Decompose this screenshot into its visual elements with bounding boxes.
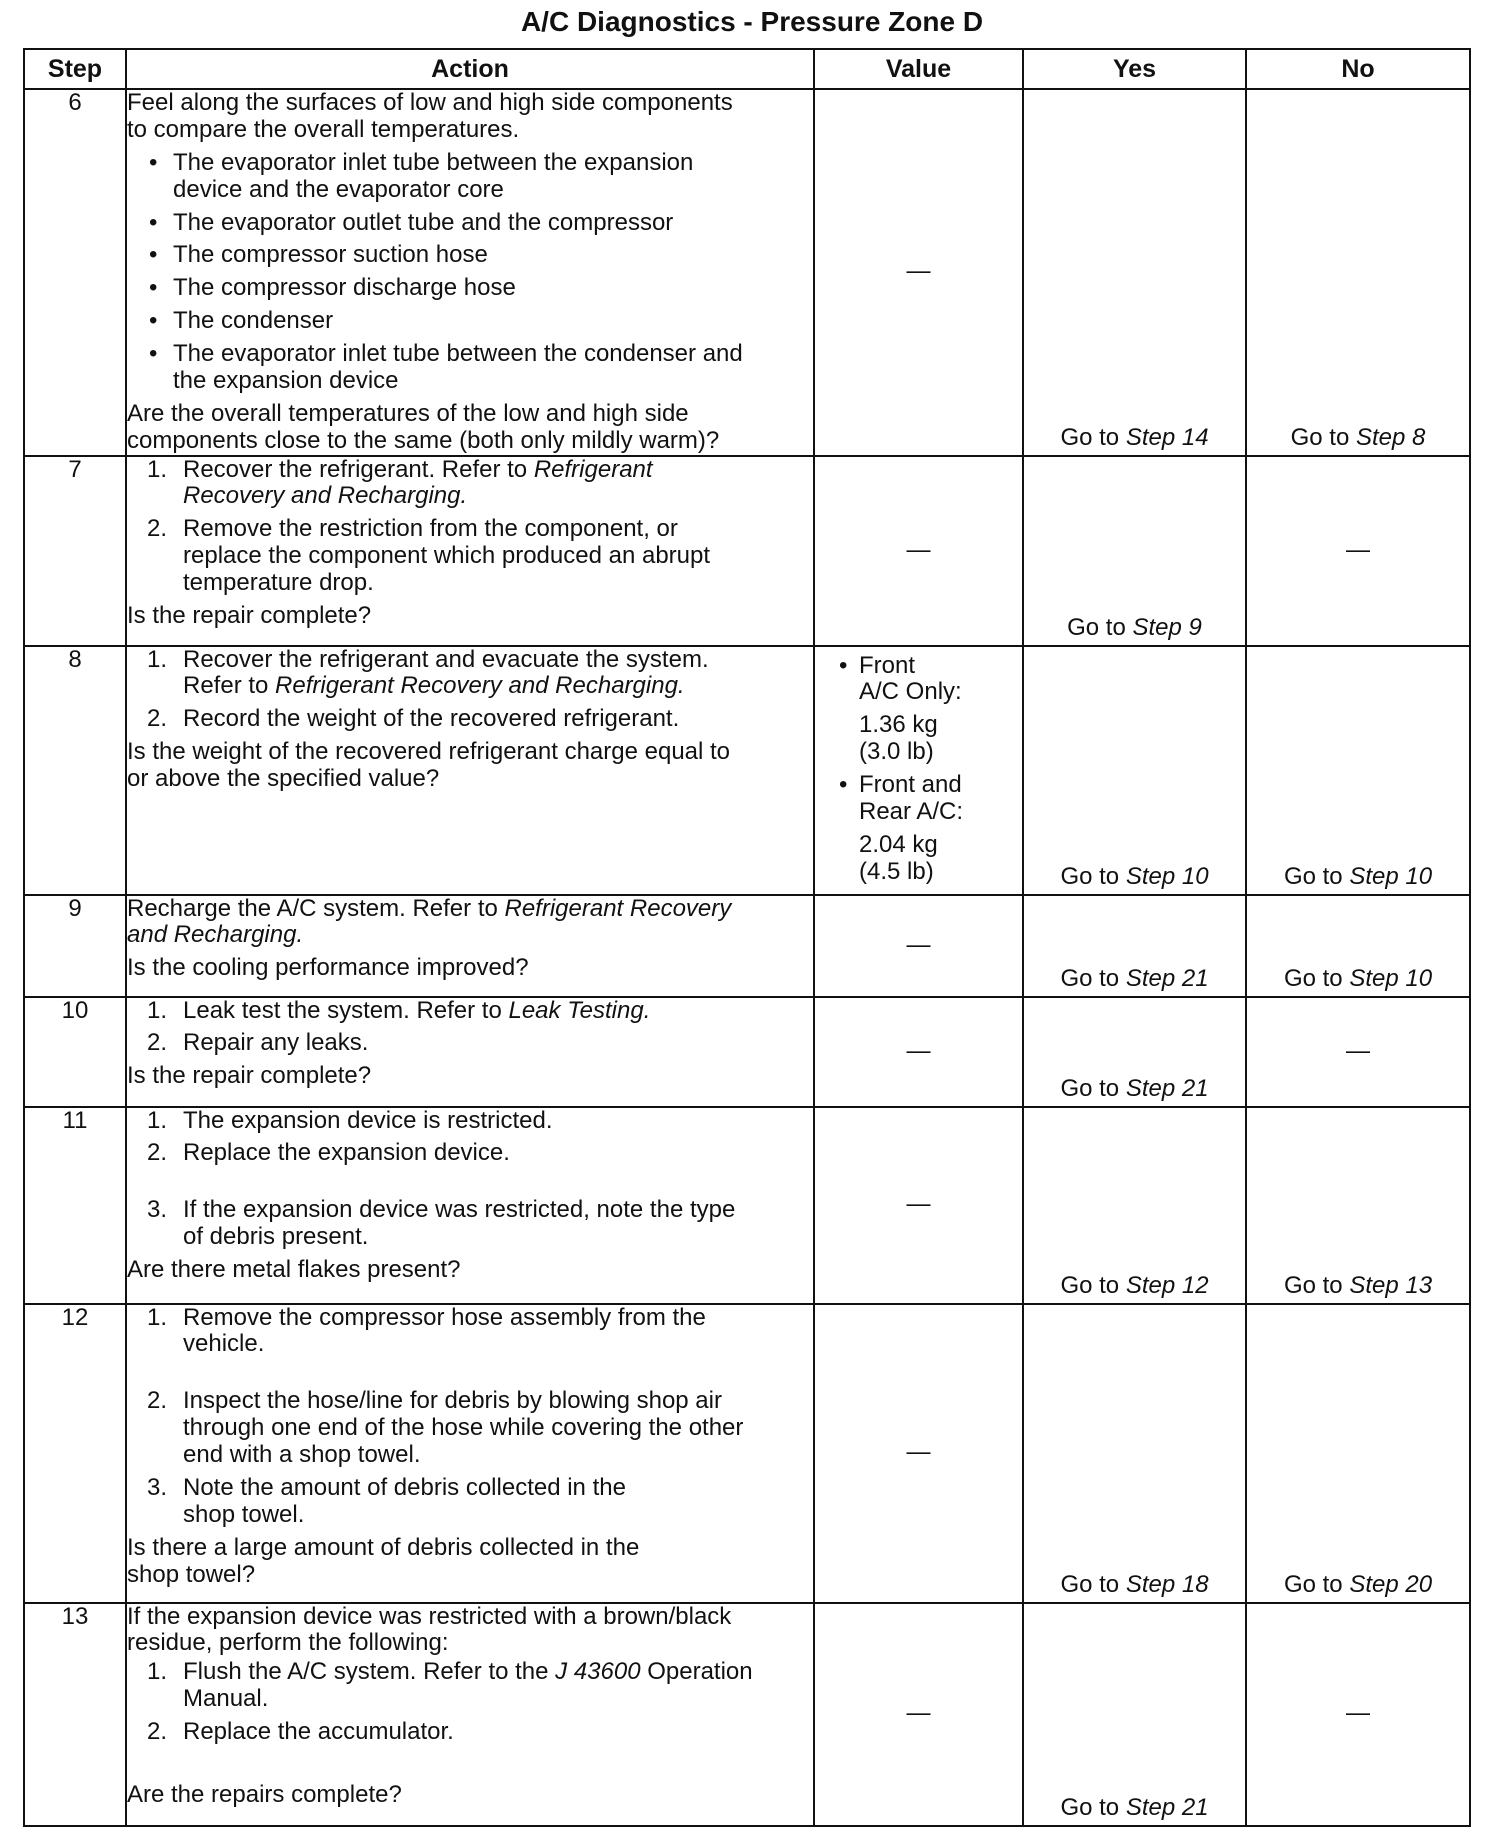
list-item [127,1108,813,1135]
action-cell [126,997,814,1107]
item-number: 3. [147,1473,168,1501]
yes-cell [1023,646,1246,895]
yes-goto [1024,1572,1245,1599]
question-text: Is the weight of the recovered refrigerant charge equal to [127,738,731,766]
list-item [127,341,813,395]
no-cell [1246,895,1470,997]
step-number: 11 [24,1107,126,1304]
step-number: 9 [24,895,126,997]
goto-prefix: Go to [1060,1793,1126,1821]
item-text: Manual. [183,1685,269,1713]
list-item [127,150,813,204]
question-text: Is the repair complete? [127,601,372,629]
goto-target: Step 12 [1125,1271,1209,1299]
list-item [127,275,813,302]
table-row-step-9 [24,895,1470,997]
yes-goto [1024,1076,1245,1103]
goto-target: Step 13 [1349,1271,1433,1299]
bullet-text: The condenser [173,307,334,335]
value-cell [814,456,1023,646]
empty-value: — [906,1190,931,1218]
item-number: 2. [147,515,168,543]
yes-cell [1023,895,1246,997]
item-text: The expansion device is restricted. [183,1106,553,1134]
bullet-text: the expansion device [173,366,399,394]
goto-target: Step 10 [1349,964,1433,992]
no-goto [1247,1273,1469,1300]
item-text: temperature drop. [183,569,374,596]
action-cell [126,646,814,895]
yes-cell [1023,1603,1246,1826]
list-item [127,1659,813,1713]
item-text: shop towel. [183,1500,305,1528]
action-cell [126,89,814,456]
list-item [127,647,813,701]
action-text: Feel along the surfaces of low and high side components [127,89,733,116]
value-label: Front [859,651,916,679]
item-text: Repair any leaks. [183,1029,369,1057]
reference-link: Recovery and Recharging. [183,482,468,510]
header-no: No [1246,49,1470,89]
action-cell [126,895,814,997]
goto-prefix: Go to [1067,613,1133,641]
step-number: 6 [24,89,126,456]
item-number: 1. [147,1303,168,1331]
no-cell [1246,1304,1470,1603]
table-row-step-6 [24,89,1470,456]
action-text: If the expansion device was restricted with a brown/black [127,1602,732,1630]
list-item [127,1030,813,1057]
item-text: vehicle. [183,1330,265,1358]
no-cell [1246,997,1470,1107]
value-amount: 2.04 kg [859,830,938,858]
item-text: Recover the refrigerant. Refer to [183,455,534,483]
table-row-step-12 [24,1304,1470,1603]
value-cell [814,1304,1023,1603]
question-text: Are the repairs complete? [127,1780,402,1808]
bullet-text: The evaporator inlet tube between the expansion [173,148,694,176]
question-text: components close to the same (both only mildly warm)? [127,426,720,454]
no-goto [1247,425,1469,452]
item-text: end with a shop towel. [183,1441,421,1468]
step-number: 13 [24,1603,126,1826]
list-item [127,210,813,237]
value-amount: 1.36 kg [859,711,938,739]
no-goto [1247,864,1469,891]
goto-prefix: Go to [1060,423,1126,451]
item-number: 2. [147,1718,168,1745]
list-item [127,242,813,269]
yes-goto [1024,966,1245,993]
yes-goto [1024,1795,1245,1822]
empty-value: — [906,1438,931,1466]
list-item [127,457,813,511]
item-text: Record the weight of the recovered refrigerant. [183,705,680,733]
item-text: Note the amount of debris collected in the [183,1473,626,1501]
item-text: Refer to [183,672,276,700]
value-amount: (4.5 lb) [859,857,934,885]
yes-goto [1024,1273,1245,1300]
header-step: Step [24,49,126,89]
bullet-text: device and the evaporator core [173,175,504,203]
value-cell [814,1603,1023,1826]
goto-prefix: Go to [1283,1271,1350,1299]
goto-target: Step 18 [1125,1570,1209,1598]
item-number: 2. [147,1029,168,1057]
empty-value: — [906,1699,931,1727]
item-text: Operation [640,1658,753,1686]
goto-target: Step 21 [1125,1074,1209,1102]
goto-prefix: Go to [1060,862,1126,890]
table-row-step-10 [24,997,1470,1107]
empty-value: — [1346,1037,1370,1065]
header-yes: Yes [1023,49,1246,89]
reference-link: Leak Testing. [508,996,651,1024]
yes-goto [1024,864,1245,891]
list-item [127,1388,813,1469]
action-text: to compare the overall temperatures. [127,115,520,143]
diagnostic-table [23,48,1471,1827]
yes-cell [1023,1304,1246,1603]
action-text: residue, perform the following: [127,1629,449,1657]
step-number: 12 [24,1304,126,1603]
list-item [127,1719,813,1746]
table-row-step-11 [24,1107,1470,1304]
action-cell [126,1107,814,1304]
action-cell [126,1603,814,1826]
goto-prefix: Go to [1060,1074,1126,1102]
item-number: 2. [147,1139,168,1167]
item-text: through one end of the hose while covering the other [183,1414,744,1442]
item-number: 3. [147,1196,168,1224]
question-text: Are there metal flakes present? [127,1256,461,1283]
bullet-icon: • [839,651,848,679]
value-label: Rear A/C: [859,797,964,825]
item-number: 1. [147,455,168,483]
no-goto [1247,1572,1469,1599]
item-text: Replace the accumulator. [183,1718,454,1745]
item-number: 2. [147,705,168,733]
goto-prefix: Go to [1060,1271,1126,1299]
empty-value: — [906,1037,931,1065]
item-text: Remove the restriction from the component, or [183,515,678,543]
goto-prefix: Go to [1290,423,1356,451]
question-text: Is the cooling performance improved? [127,954,529,982]
no-goto [1247,966,1469,993]
bullet-icon: • [149,241,158,269]
list-item [127,1197,813,1251]
value-label: A/C Only: [859,678,962,706]
value-label: Front and [859,771,962,798]
value-option [839,653,1014,707]
bullet-icon: • [149,208,158,236]
question-text: Is there a large amount of debris collected in the [127,1533,640,1561]
empty-value: — [1346,1699,1370,1727]
item-number: 1. [147,1658,168,1686]
reference-link: Refrigerant Recovery and Recharging. [275,672,685,700]
question-text: Is the repair complete? [127,1062,372,1090]
goto-target: Step 8 [1355,423,1426,451]
item-text: Remove the compressor hose assembly from the [183,1303,706,1331]
reference-link: and Recharging. [127,921,304,949]
list-item [127,1140,813,1167]
empty-value: — [1346,536,1370,564]
value-spec [815,647,1022,886]
goto-target: Step 9 [1132,613,1202,641]
item-number: 1. [147,1106,168,1134]
no-cell [1246,89,1470,456]
list-item [127,516,813,597]
header-row [24,49,1470,89]
action-cell [126,456,814,646]
goto-prefix: Go to [1060,964,1126,992]
bullet-icon: • [149,274,158,302]
reference-link: Refrigerant [533,455,653,483]
goto-target: Step 10 [1349,862,1433,890]
goto-target: Step 14 [1125,423,1209,451]
goto-prefix: Go to [1283,1570,1350,1598]
goto-target: Step 20 [1349,1570,1433,1598]
no-cell [1246,646,1470,895]
list-item [127,1305,813,1359]
list-item [127,998,813,1025]
question-text: shop towel? [127,1560,256,1588]
yes-cell [1023,456,1246,646]
reference-link: Refrigerant Recovery [504,894,732,922]
item-text: of debris present. [183,1223,369,1251]
yes-cell [1023,89,1246,456]
item-text: replace the component which produced an abrupt [183,542,711,570]
bullet-icon: • [149,307,158,335]
goto-prefix: Go to [1060,1570,1126,1598]
item-text: Replace the expansion device. [183,1139,510,1167]
step-number: 7 [24,456,126,646]
no-cell [1246,456,1470,646]
item-text: Inspect the hose/line for debris by blowing shop air [183,1387,722,1415]
list-item [127,1475,813,1529]
header-action: Action [126,49,814,89]
bullet-icon: • [149,148,158,176]
action-text: Recharge the A/C system. Refer to [127,894,505,922]
table-row-step-13 [24,1603,1470,1826]
value-cell [814,1107,1023,1304]
value-cell [814,997,1023,1107]
item-text: Leak test the system. Refer to [183,996,509,1024]
empty-value: — [906,257,931,285]
item-number: 1. [147,996,168,1024]
header-value: Value [814,49,1023,89]
no-cell [1246,1603,1470,1826]
goto-target: Step 21 [1125,1793,1209,1821]
goto-target: Step 10 [1125,862,1209,890]
step-number: 10 [24,997,126,1107]
value-option [839,772,1014,826]
bullet-icon: • [839,771,848,798]
bullet-text: The evaporator inlet tube between the condenser and [173,340,743,367]
reference-link: J 43600 [555,1658,641,1686]
value-cell [814,646,1023,895]
table-row-step-8 [24,646,1470,895]
yes-goto [1024,615,1245,642]
bullet-icon: • [149,340,158,367]
item-number: 2. [147,1387,168,1415]
value-cell [814,89,1023,456]
bullet-text: The compressor suction hose [173,241,488,269]
list-item [127,706,813,733]
goto-target: Step 21 [1125,964,1209,992]
table-row-step-7 [24,456,1470,646]
action-cell [126,1304,814,1603]
list-item [127,308,813,335]
yes-goto [1024,425,1245,452]
item-number: 1. [147,645,168,673]
question-text: or above the specified value? [127,765,440,792]
page-title: A/C Diagnostics - Pressure Zone D [520,6,984,37]
question-text: Are the overall temperatures of the low and high side [127,399,689,427]
empty-value: — [906,536,931,564]
bullet-text: The evaporator outlet tube and the compressor [173,208,674,236]
goto-prefix: Go to [1283,964,1350,992]
item-text: If the expansion device was restricted, note the type [183,1196,736,1224]
yes-cell [1023,997,1246,1107]
step-number: 8 [24,646,126,895]
value-amount: (3.0 lb) [859,738,934,766]
item-text: Recover the refrigerant and evacuate the system. [183,645,709,673]
no-cell [1246,1107,1470,1304]
value-cell [814,895,1023,997]
yes-cell [1023,1107,1246,1304]
item-text: Flush the A/C system. Refer to the [183,1658,556,1686]
goto-prefix: Go to [1283,862,1350,890]
empty-value: — [906,931,931,959]
bullet-text: The compressor discharge hose [173,274,516,302]
